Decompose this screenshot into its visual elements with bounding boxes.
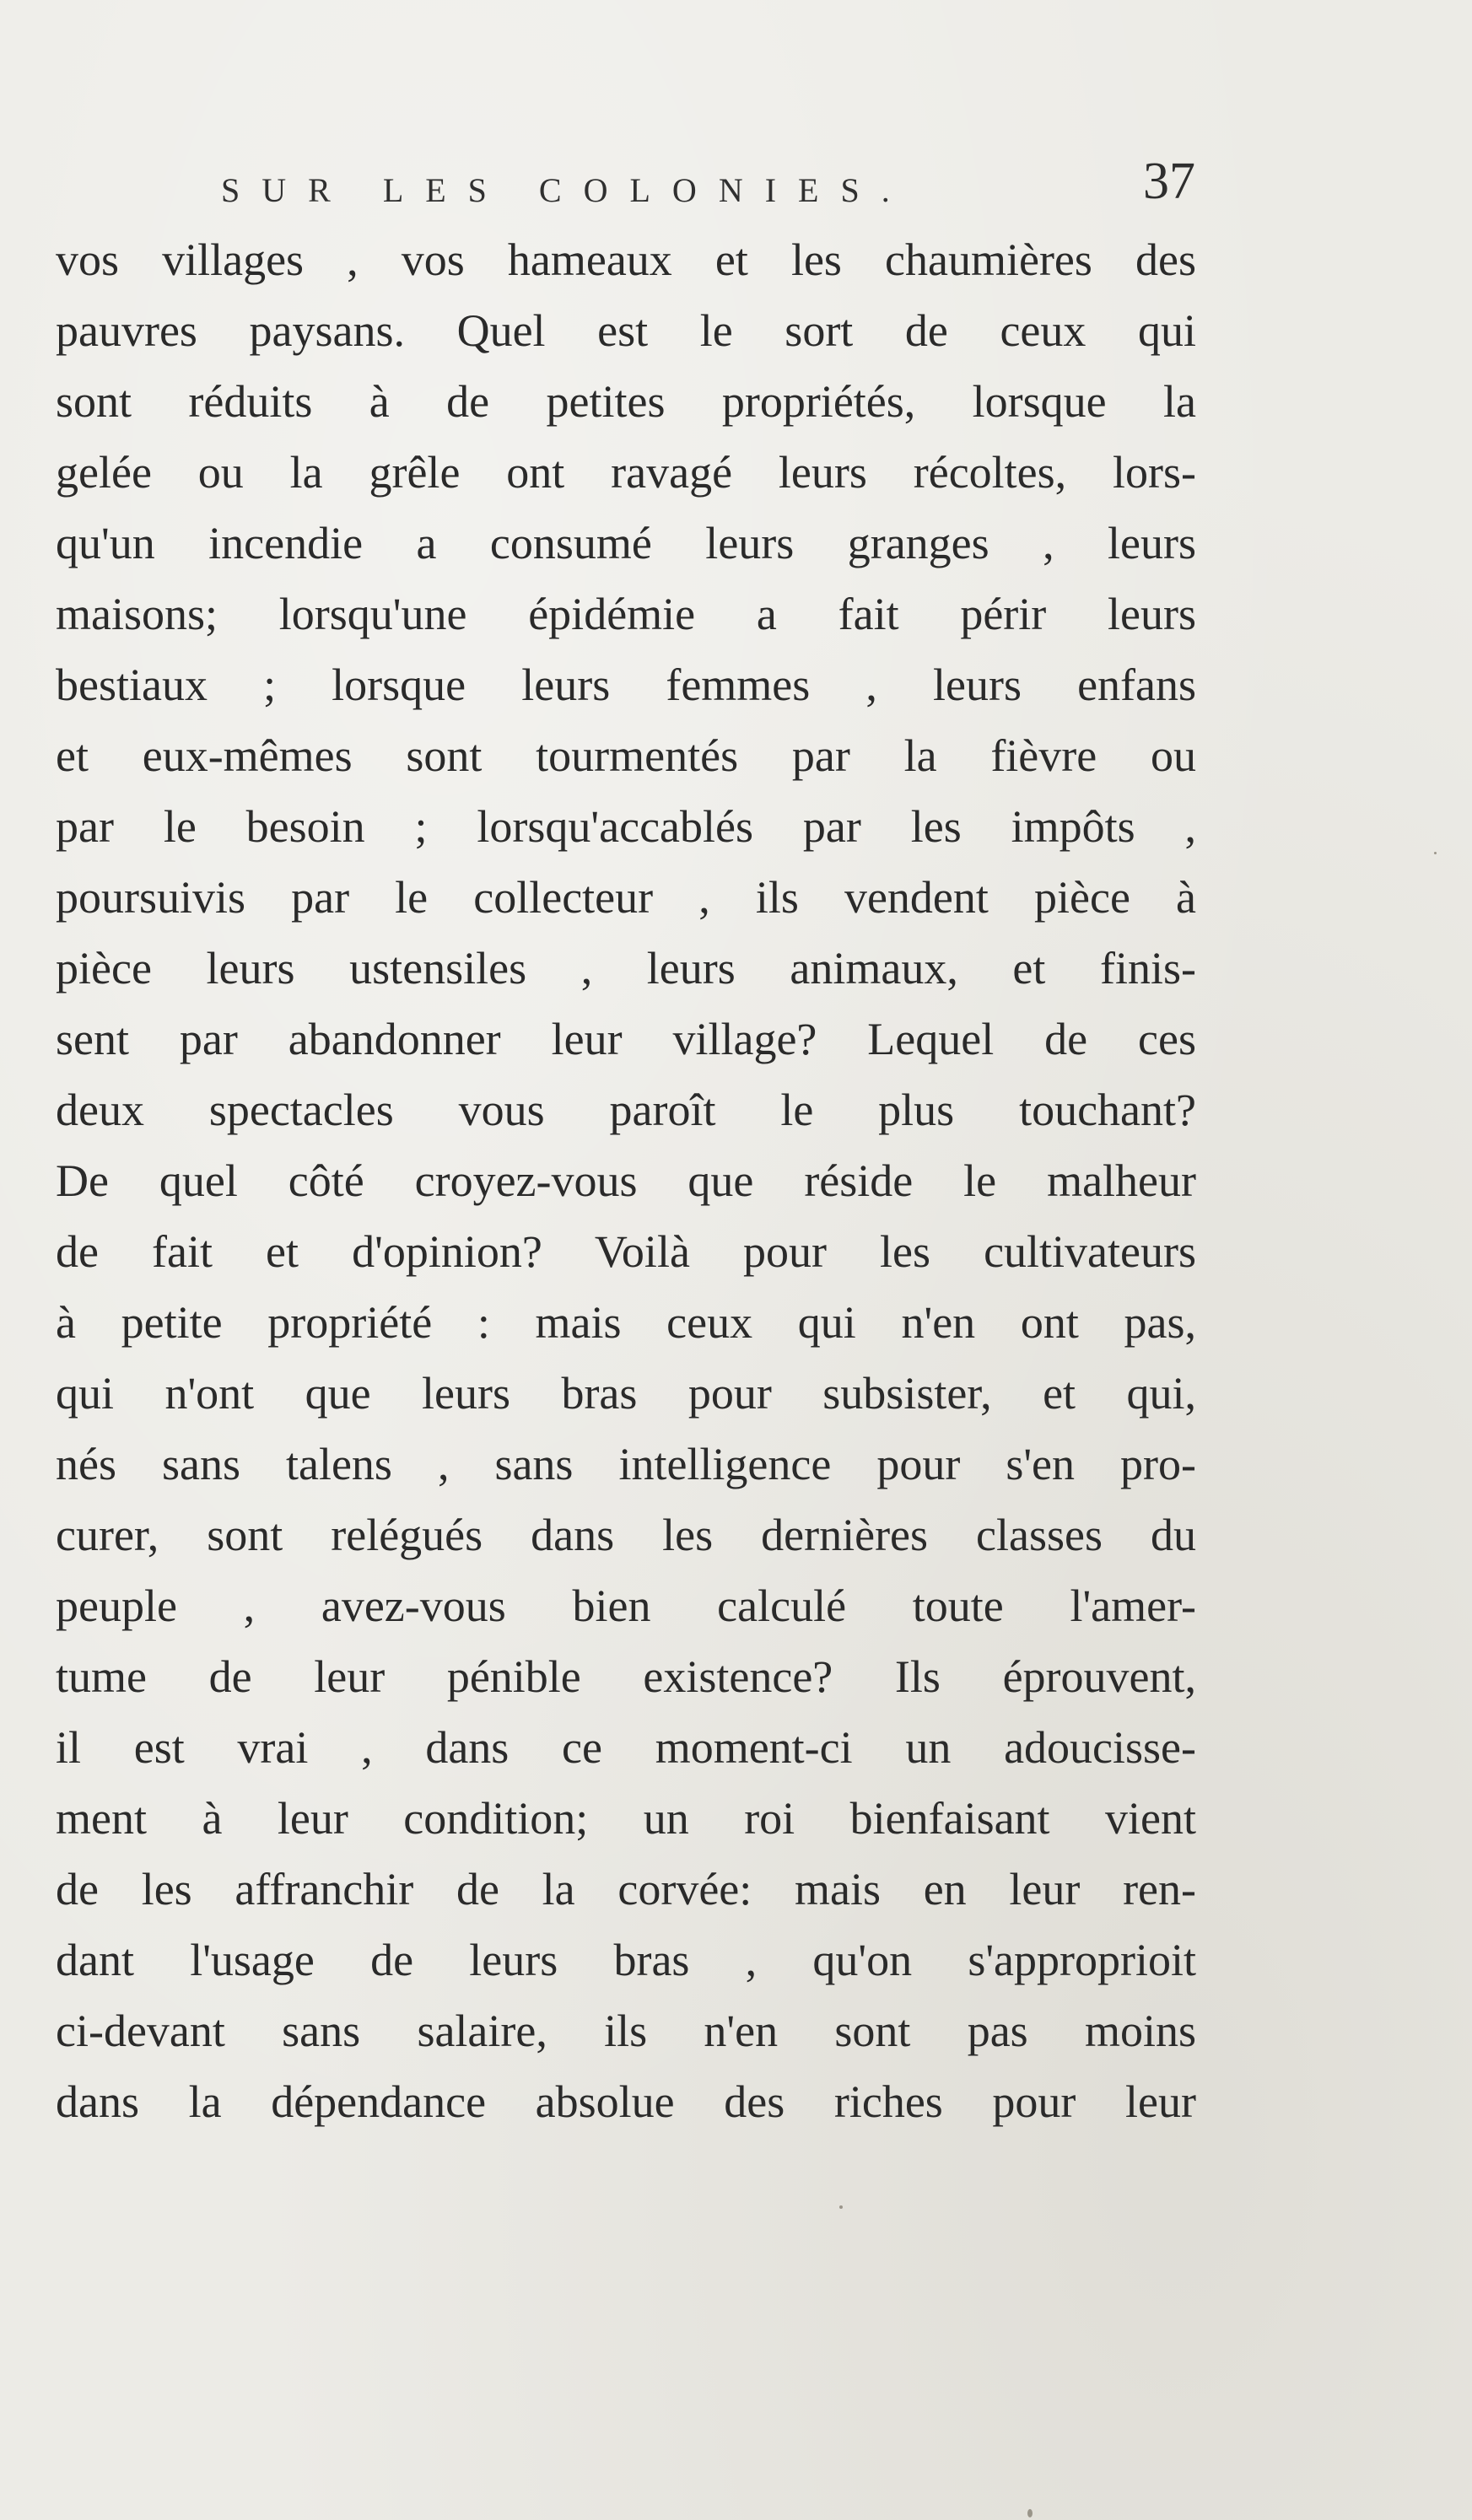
text-line: pièce leurs ustensiles , leurs animaux, et finis- <box>56 943 1196 993</box>
paper-speck <box>1434 852 1437 854</box>
text-line: dant l'usage de leurs bras , qu'on s'approprioit <box>56 1935 1196 1985</box>
running-head <box>221 152 1195 228</box>
text-line: qui n'ont que leurs bras pour subsister, et qui, <box>56 1368 1196 1419</box>
text-line: sent par abandonner leur village? Lequel de ces <box>56 1014 1196 1064</box>
text-line: à petite propriété : mais ceux qui n'en ont pas, <box>56 1297 1196 1348</box>
text-line: ment à leur condition; un roi bienfaisant vient <box>56 1793 1196 1844</box>
text-line: pauvres paysans. Quel est le sort de ceux qui <box>56 305 1196 356</box>
text-line: deux spectacles vous paroît le plus touchant? <box>56 1085 1196 1135</box>
text-line: et eux-mêmes sont tourmentés par la fièvre ou <box>56 730 1196 781</box>
text-line: dans la dépendance absolue des riches pour leur <box>56 2076 1196 2127</box>
text-line: De quel côté croyez-vous que réside le malheur <box>56 1155 1196 1206</box>
text-line: sont réduits à de petites propriétés, lorsque la <box>56 376 1196 427</box>
text-line: curer, sont relégués dans les dernières classes du <box>56 1510 1196 1560</box>
paper-speck <box>839 2205 843 2209</box>
text-line: par le besoin ; lorsqu'accablés par les impôts , <box>56 801 1196 852</box>
text-line: tume de leur pénible existence? Ils éprouvent, <box>56 1651 1196 1702</box>
text-line: maisons; lorsqu'une épidémie a fait périr leurs <box>56 589 1196 639</box>
text-line: nés sans talens , sans intelligence pour s'en pro- <box>56 1439 1196 1489</box>
text-line: de les affranchir de la corvée: mais en leur ren- <box>56 1864 1196 1914</box>
body-text <box>56 224 1196 2137</box>
text-line: poursuivis par le collecteur , ils vendent pièce à <box>56 872 1196 923</box>
text-line: peuple , avez-vous bien calculé toute l'amer- <box>56 1580 1196 1631</box>
text-line: gelée ou la grêle ont ravagé leurs récoltes, lors- <box>56 447 1196 498</box>
text-line: bestiaux ; lorsque leurs femmes , leurs enfans <box>56 660 1196 710</box>
text-line: de fait et d'opinion? Voilà pour les cultivateurs <box>56 1226 1196 1277</box>
page-number: 37 <box>1143 153 1195 210</box>
text-line: vos villages , vos hameaux et les chaumières des <box>56 234 1196 285</box>
text-line: il est vrai , dans ce moment-ci un adoucisse- <box>56 1722 1196 1773</box>
paper-speck <box>1027 2509 1033 2517</box>
text-line: qu'un incendie a consumé leurs granges , leurs <box>56 518 1196 568</box>
text-line: ci-devant sans salaire, ils n'en sont pas moins <box>56 2006 1196 2056</box>
running-title: SUR LES COLONIES. <box>221 171 912 209</box>
